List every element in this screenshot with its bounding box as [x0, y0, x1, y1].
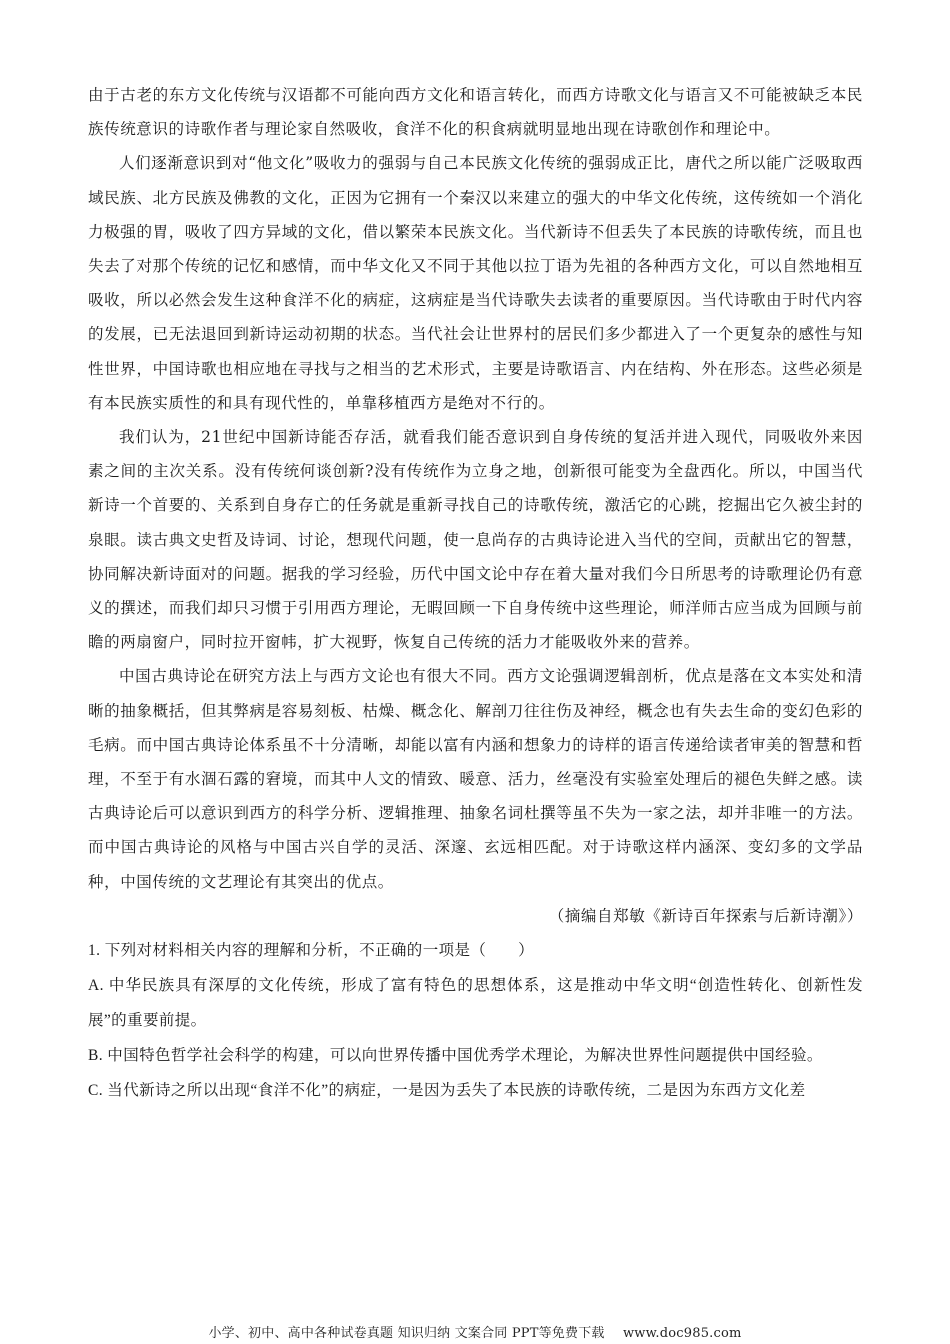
footer-text: 小学、初中、高中各种试卷真题 知识归纳 文案合同 PPT等免费下载 — [208, 1326, 605, 1341]
option-a: A. 中华民族具有深厚的文化传统，形成了富有特色的思想体系，这是推动中华文明“创造性转化、创新性发展”的重要前提。 — [88, 977, 863, 1030]
paragraph: 中国古典诗论在研究方法上与西方文论也有很大不同。西方文论强调逻辑剖析，优点是落在文本实处和清晰的抽象概括，但其弊病是容易刻板、枯燥、概念化、解剖刀往往伤及神经，概念也有失去生命的变幻色彩的毛病。而中国古典诗论体系虽不十分清晰，却能以富有内涵和想象力的诗样的语言传递给读者审美的智慧和哲理，不至于有水涸石露的窘境，而其中人文的情致、暖意、活力，丝毫没有实验室处理后的褪色失鲜之感。读古典诗论后可以意识到西方的科学分析、逻辑推理、抽象名词杜撰等虽不失为一家之法，却并非唯一的方法。而中国古典诗论的风格与中国古兴自学的灵活、深邃、玄远相匹配。对于诗歌这样内涵深、变幻多的文学品种，中国传统的文艺理论有其突出的优点。 — [88, 667, 863, 891]
question-stem: 1. 下列对材料相关内容的理解和分析，不正确的一项是（ ） — [88, 942, 535, 960]
paragraph: 人们逐渐意识到对“他文化”吸收力的强弱与自己本民族文化传统的强弱成正比，唐代之所以能广泛吸取西域民族、北方民族及佛教的文化，正因为它拥有一个秦汉以来建立的强大的中华文化传统，这传统如一个消化力极强的胃，吸收了四方异域的文化，借以繁荣本民族文化。当代新诗不但丢失了本民族的诗歌传统，而且也失去了对那个传统的记忆和感情，而中华文化又不同于其他以拉丁语为先祖的各种西方文化，可以自然地相互吸收，所以必然会发生这种食洋不化的病症，这病症是当代诗歌失去读者的重要原因。当代诗歌由于时代内容的发展，已无法退回到新诗运动初期的状态。当代社会让世界村的居民们多少都进入了一个更复杂的感性与知性世界，中国诗歌也相应地在寻找与之相当的艺术形式，主要是诗歌语言、内在结构、外在形态。这些必须是有本民族实质性的和具有现代性的，单靠移植西方是绝对不行的。 — [88, 154, 863, 412]
paragraph: 我们认为，21世纪中国新诗能否存活，就看我们能否意识到自身传统的复活并进入现代，同吸收外来因素之间的主次关系。没有传统何谈创新?没有传统作为立身之地，创新很可能变为全盘西化。所以，中国当代新诗一个首要的、关系到自身存亡的任务就是重新寻找自己的诗歌传统，激活它的心跳，挖掘出它久被尘封的泉眼。读古典文史哲及诗词、讨论，想现代问题，使一息尚存的古典诗论进入当代的空间，贡献出它的智慧，协同解决新诗面对的问题。据我的学习经验，历代中国文论中存在着大量对我们今日所思考的诗歌理论仍有意义的撰述，而我们却只习惯于引用西方理论，无暇回顾一下自身传统中这些理论，师洋师古应当成为回顾与前瞻的两扇窗户，同时拉开窗帏，扩大视野，恢复自己传统的活力才能吸收外来的营养。 — [88, 428, 863, 652]
source-citation: （摘编自郑敏《新诗百年探索与后新诗潮》） — [548, 906, 863, 925]
footer-link[interactable]: www.doc985.com — [622, 1326, 742, 1341]
article-body — [88, 78, 863, 1108]
option-c: C. 当代新诗之所以出现“食洋不化”的病症，一是因为丢失了本民族的诗歌传统，二是因为东西方文化差 — [88, 1082, 806, 1100]
paragraph-continued: 由于古老的东方文化传统与汉语都不可能向西方文化和语言转化，而西方诗歌文化与语言又不可能被缺乏本民族传统意识的诗歌作者与理论家自然吸收，食洋不化的积食病就明显地出现在诗歌创作和理论中。 — [88, 86, 863, 139]
page-footer — [0, 1322, 950, 1341]
option-b: B. 中国特色哲学社会科学的构建，可以向世界传播中国优秀学术理论，为解决世界性问题提供中国经验。 — [88, 1047, 823, 1065]
question-block — [88, 933, 863, 1108]
